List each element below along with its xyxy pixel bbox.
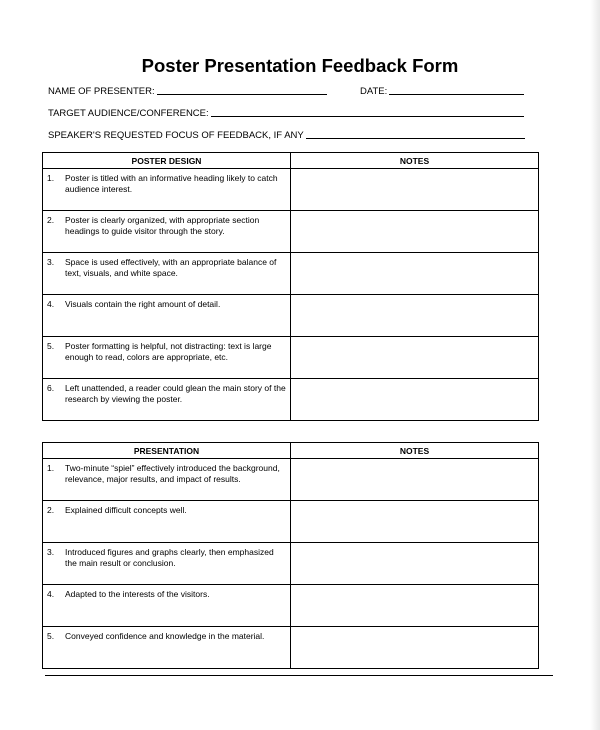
criterion-number: 1. <box>47 463 55 473</box>
criterion-text: Introduced figures and graphs clearly, then emphasized the main result or conclusion. <box>65 547 274 568</box>
presentation-header-row <box>43 443 539 459</box>
poster-design-header: POSTER DESIGN <box>43 153 291 169</box>
criterion-text: Adapted to the interests of the visitors. <box>65 589 210 599</box>
presentation-table <box>42 442 539 669</box>
audience-blank[interactable] <box>211 115 524 117</box>
criterion-number: 4. <box>47 299 55 309</box>
presenter-label: NAME OF PRESENTER: <box>48 86 155 97</box>
criterion-text: Conveyed confidence and knowledge in the material. <box>65 631 265 641</box>
notes-cell[interactable] <box>291 379 539 421</box>
poster-design-header-row <box>43 153 539 169</box>
criterion-cell <box>43 211 291 253</box>
criterion-number: 2. <box>47 215 55 225</box>
table-row <box>43 337 539 379</box>
criterion-cell <box>43 459 291 501</box>
notes-cell[interactable] <box>291 295 539 337</box>
notes-cell[interactable] <box>291 337 539 379</box>
criterion-cell <box>43 585 291 627</box>
table-row <box>43 211 539 253</box>
presenter-field[interactable] <box>48 86 327 97</box>
notes-cell[interactable] <box>291 501 539 543</box>
criterion-number: 3. <box>47 257 55 267</box>
criterion-text: Left unattended, a reader could glean the main story of the research by viewing the poster. <box>65 383 286 404</box>
criterion-text: Two-minute “spiel” effectively introduced the background, relevance, major results, and impact of results. <box>65 463 280 484</box>
page-edge-shadow <box>590 0 600 730</box>
criterion-cell <box>43 543 291 585</box>
focus-blank[interactable] <box>306 137 525 139</box>
table-row <box>43 459 539 501</box>
criterion-text: Poster formatting is helpful, not distracting: text is large enough to read, colors are appropriate, etc. <box>65 341 272 362</box>
notes-cell[interactable] <box>291 459 539 501</box>
notes-cell[interactable] <box>291 585 539 627</box>
presentation-notes-header: NOTES <box>291 443 539 459</box>
presentation-header: PRESENTATION <box>43 443 291 459</box>
presenter-blank[interactable] <box>157 93 327 95</box>
criterion-text: Poster is titled with an informative heading likely to catch audience interest. <box>65 173 278 194</box>
criterion-number: 4. <box>47 589 55 599</box>
audience-field[interactable] <box>48 108 524 119</box>
date-label: DATE: <box>360 86 388 97</box>
poster-design-notes-header: NOTES <box>291 153 539 169</box>
date-blank[interactable] <box>389 93 524 95</box>
criterion-cell <box>43 379 291 421</box>
criterion-number: 1. <box>47 173 55 183</box>
criterion-number: 5. <box>47 341 55 351</box>
criterion-number: 2. <box>47 505 55 515</box>
audience-label: TARGET AUDIENCE/CONFERENCE: <box>48 108 209 119</box>
focus-field[interactable] <box>48 130 525 141</box>
poster-design-table <box>42 152 539 421</box>
criterion-number: 6. <box>47 383 55 393</box>
focus-label: SPEAKER'S REQUESTED FOCUS OF FEEDBACK, IF ANY <box>48 130 304 141</box>
table-row <box>43 379 539 421</box>
criterion-cell <box>43 501 291 543</box>
table-row <box>43 295 539 337</box>
criterion-cell <box>43 169 291 211</box>
bottom-divider <box>45 675 553 676</box>
table-row <box>43 253 539 295</box>
notes-cell[interactable] <box>291 211 539 253</box>
criterion-cell <box>43 253 291 295</box>
criterion-number: 5. <box>47 631 55 641</box>
criterion-cell <box>43 295 291 337</box>
notes-cell[interactable] <box>291 627 539 669</box>
criterion-cell <box>43 627 291 669</box>
notes-cell[interactable] <box>291 253 539 295</box>
criterion-number: 3. <box>47 547 55 557</box>
criterion-text: Poster is clearly organized, with appropriate section headings to guide visitor through the story. <box>65 215 260 236</box>
criterion-text: Explained difficult concepts well. <box>65 505 187 515</box>
table-row <box>43 501 539 543</box>
criterion-text: Visuals contain the right amount of detail. <box>65 299 221 309</box>
table-row <box>43 169 539 211</box>
table-row <box>43 543 539 585</box>
table-row <box>43 627 539 669</box>
criterion-text: Space is used effectively, with an appropriate balance of text, visuals, and white space. <box>65 257 277 278</box>
table-row <box>43 585 539 627</box>
form-title: Poster Presentation Feedback Form <box>141 55 459 76</box>
notes-cell[interactable] <box>291 543 539 585</box>
date-field[interactable] <box>360 86 524 97</box>
criterion-cell <box>43 337 291 379</box>
notes-cell[interactable] <box>291 169 539 211</box>
